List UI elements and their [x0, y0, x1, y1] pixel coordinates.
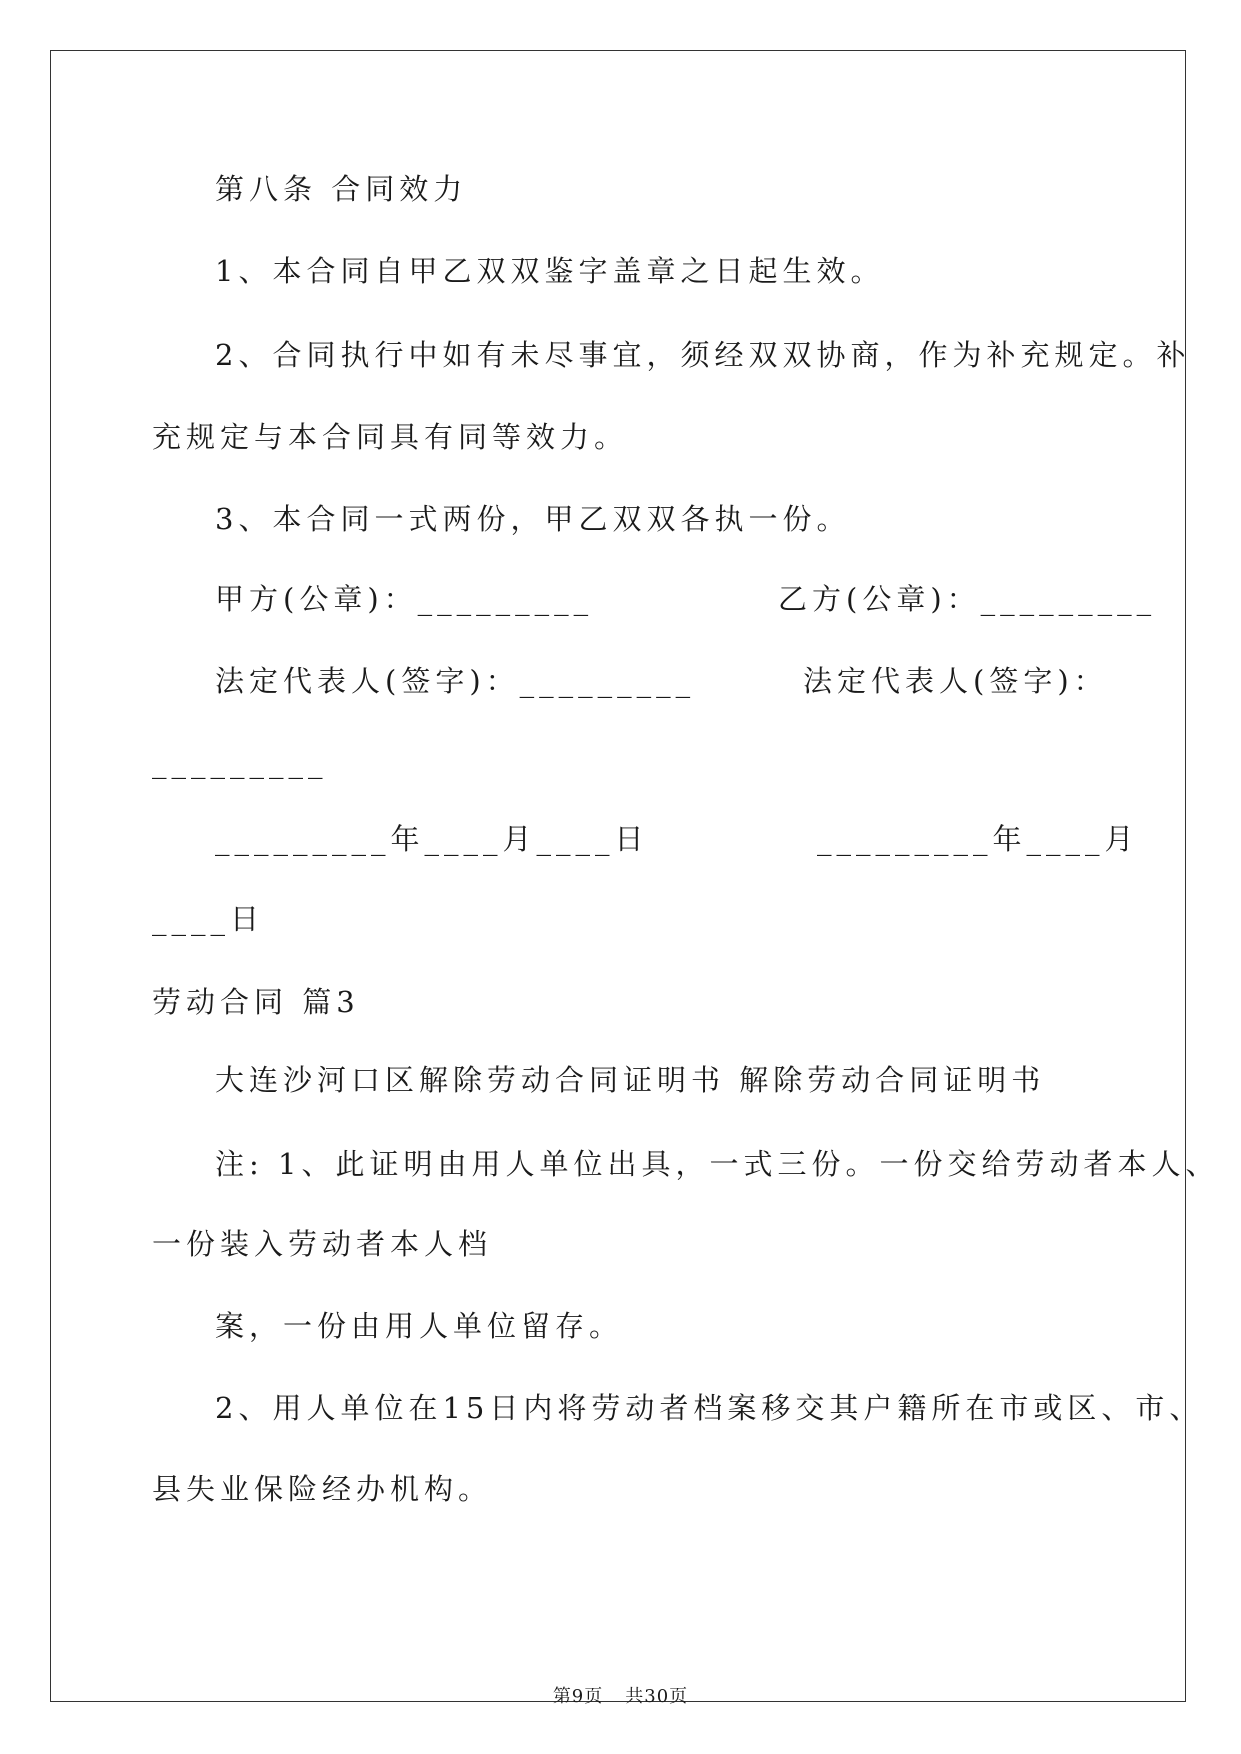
party-b-seal: 乙方(公章)：_________	[778, 582, 1157, 616]
clause-2-line-2: 充规定与本合同具有同等效力。	[152, 420, 629, 454]
party-a-date: _________年____月____日	[215, 822, 649, 856]
clause-3: 3、本合同一式两份，甲乙双双各执一份。	[215, 502, 851, 536]
page-border	[50, 50, 1186, 1702]
party-b-date-day: ____日	[152, 902, 265, 936]
note-1-line-3: 案，一份由用人单位留存。	[215, 1309, 624, 1343]
note-2-line-2: 县失业保险经办机构。	[152, 1472, 493, 1506]
party-b-date: _________年____月	[817, 822, 1139, 856]
party-b-representative: 法定代表人(签字)：	[803, 664, 1108, 698]
note-1-line-1: 注: 1、此证明由用人单位出具，一式三份。一份交给劳动者本人、	[215, 1147, 1220, 1181]
party-b-representative-blank: _________	[152, 745, 328, 779]
page-total: 共30页	[625, 1686, 689, 1707]
note-1-line-2: 一份装入劳动者本人档	[152, 1227, 493, 1261]
section-heading: 劳动合同 篇3	[152, 985, 360, 1019]
clause-1: 1、本合同自甲乙双双鉴字盖章之日起生效。	[215, 254, 885, 288]
party-a-representative: 法定代表人(签字)：_________	[215, 664, 696, 698]
page-number: 第9页	[552, 1686, 604, 1707]
certificate-title: 大连沙河口区解除劳动合同证明书 解除劳动合同证明书	[215, 1063, 1046, 1097]
clause-2-line-1: 2、合同执行中如有未尽事宜，须经双双协商，作为补充规定。补	[215, 338, 1191, 372]
article-heading: 第八条 合同效力	[215, 172, 468, 206]
note-2-line-1: 2、用人单位在15日内将劳动者档案移交其户籍所在市或区、市、	[215, 1391, 1204, 1425]
page-footer	[0, 1682, 1241, 1708]
party-a-seal: 甲方(公章)：_________	[215, 582, 594, 616]
